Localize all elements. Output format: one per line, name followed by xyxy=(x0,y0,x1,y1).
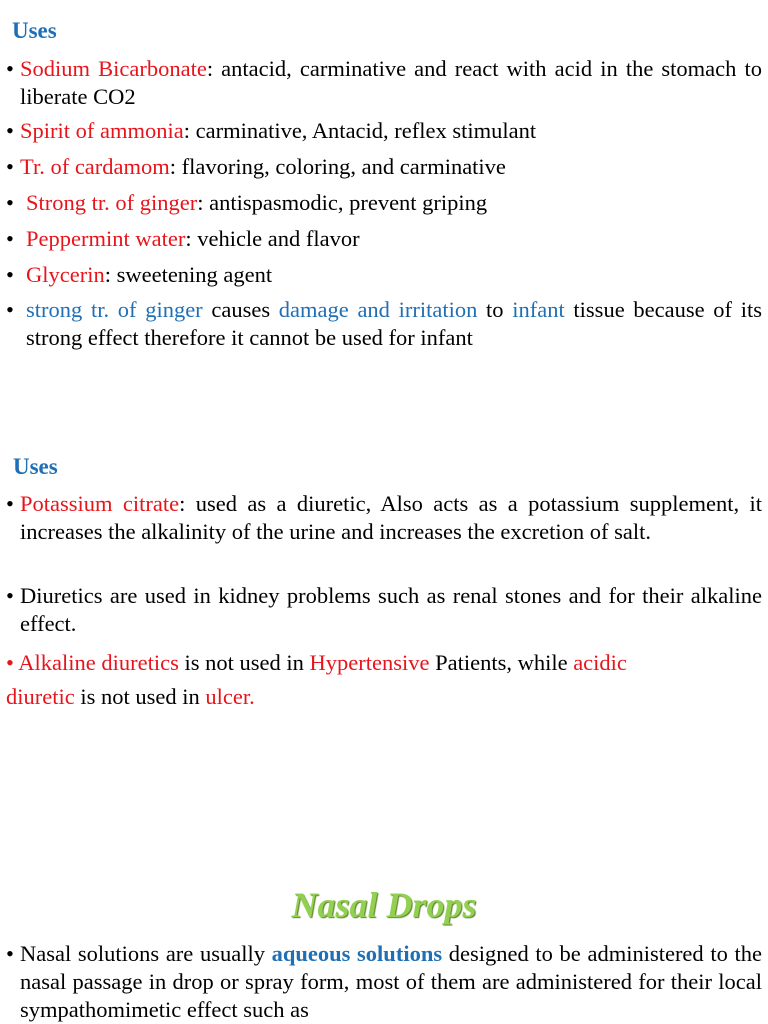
item-description: : vehicle and flavor xyxy=(185,226,360,251)
item-text: Nasal solutions are usually xyxy=(20,941,272,966)
item-description: : antacid, carminative and react with acid in the stomach to liberate CO2 xyxy=(20,56,763,109)
item-term: Alkaline diuretics xyxy=(18,650,179,675)
list-item-strong-tr-of-ginger xyxy=(6,189,762,217)
item-description: : flavoring, coloring, and carminative xyxy=(169,154,506,179)
item-term: Strong tr. of ginger xyxy=(26,190,198,215)
list-item-sodium-bicarbonate xyxy=(6,55,762,111)
nasal-drops-title: Nasal Drops xyxy=(291,885,477,925)
item-term: Glycerin xyxy=(26,262,105,287)
item-highlight: ulcer. xyxy=(205,684,255,709)
list-item-diuretics xyxy=(6,582,762,638)
bullet: • xyxy=(6,650,19,675)
item-text: is not used in xyxy=(178,650,310,675)
list-item-nasal-solutions xyxy=(6,940,762,1024)
note-highlight: infant xyxy=(512,297,565,322)
item-term: Potassium citrate xyxy=(20,491,180,516)
item-text: Patients, while xyxy=(429,650,574,675)
list-item-glycerin xyxy=(6,261,762,289)
uses-heading-1: Uses xyxy=(12,18,57,43)
item-text: is not used in xyxy=(74,684,206,709)
list-item-ginger-note xyxy=(6,296,762,352)
list-item-spirit-of-ammonia xyxy=(6,117,762,145)
item-description: : used as a diuretic, Also acts as a potassium supplement, it increases the alkalinity of the urine and increases the excretion of salt. xyxy=(20,491,762,544)
item-description: : carminative, Antacid, reflex stimulant xyxy=(183,118,537,143)
item-term: Sodium Bicarbonate xyxy=(20,56,207,81)
note-text: to xyxy=(477,297,513,322)
uses-heading-2: Uses xyxy=(13,454,58,479)
item-description: : antispasmodic, prevent griping xyxy=(197,190,488,215)
list-item-potassium-citrate xyxy=(6,490,762,546)
item-highlight: Hypertensive xyxy=(309,650,430,675)
item-term: Spirit of ammonia xyxy=(20,118,184,143)
item-description: Diuretics are used in kidney problems such as renal stones and for their alkaline effect. xyxy=(20,583,762,636)
note-highlight: damage and irritation xyxy=(278,297,478,322)
note-text: tissue because of its strong effect therefore it cannot be used for infant xyxy=(26,297,762,350)
note-term: strong tr. of ginger xyxy=(26,297,203,322)
note-text: causes xyxy=(202,297,279,322)
item-highlight: aqueous solutions xyxy=(271,941,443,966)
item-highlight: diuretic xyxy=(6,684,75,709)
list-item-peppermint-water xyxy=(6,225,762,253)
item-term: Tr. of cardamom xyxy=(20,154,170,179)
item-term: Peppermint water xyxy=(26,226,186,251)
list-item-alkaline-diuretics xyxy=(6,646,762,714)
list-item-tr-of-cardamom xyxy=(6,153,762,181)
item-description: : sweetening agent xyxy=(104,262,273,287)
item-text: designed to be administered to the nasal passage in drop or spray form, most of them are administered for their local sympathomimetic effect such as xyxy=(20,941,762,1022)
item-highlight: acidic xyxy=(573,650,627,675)
